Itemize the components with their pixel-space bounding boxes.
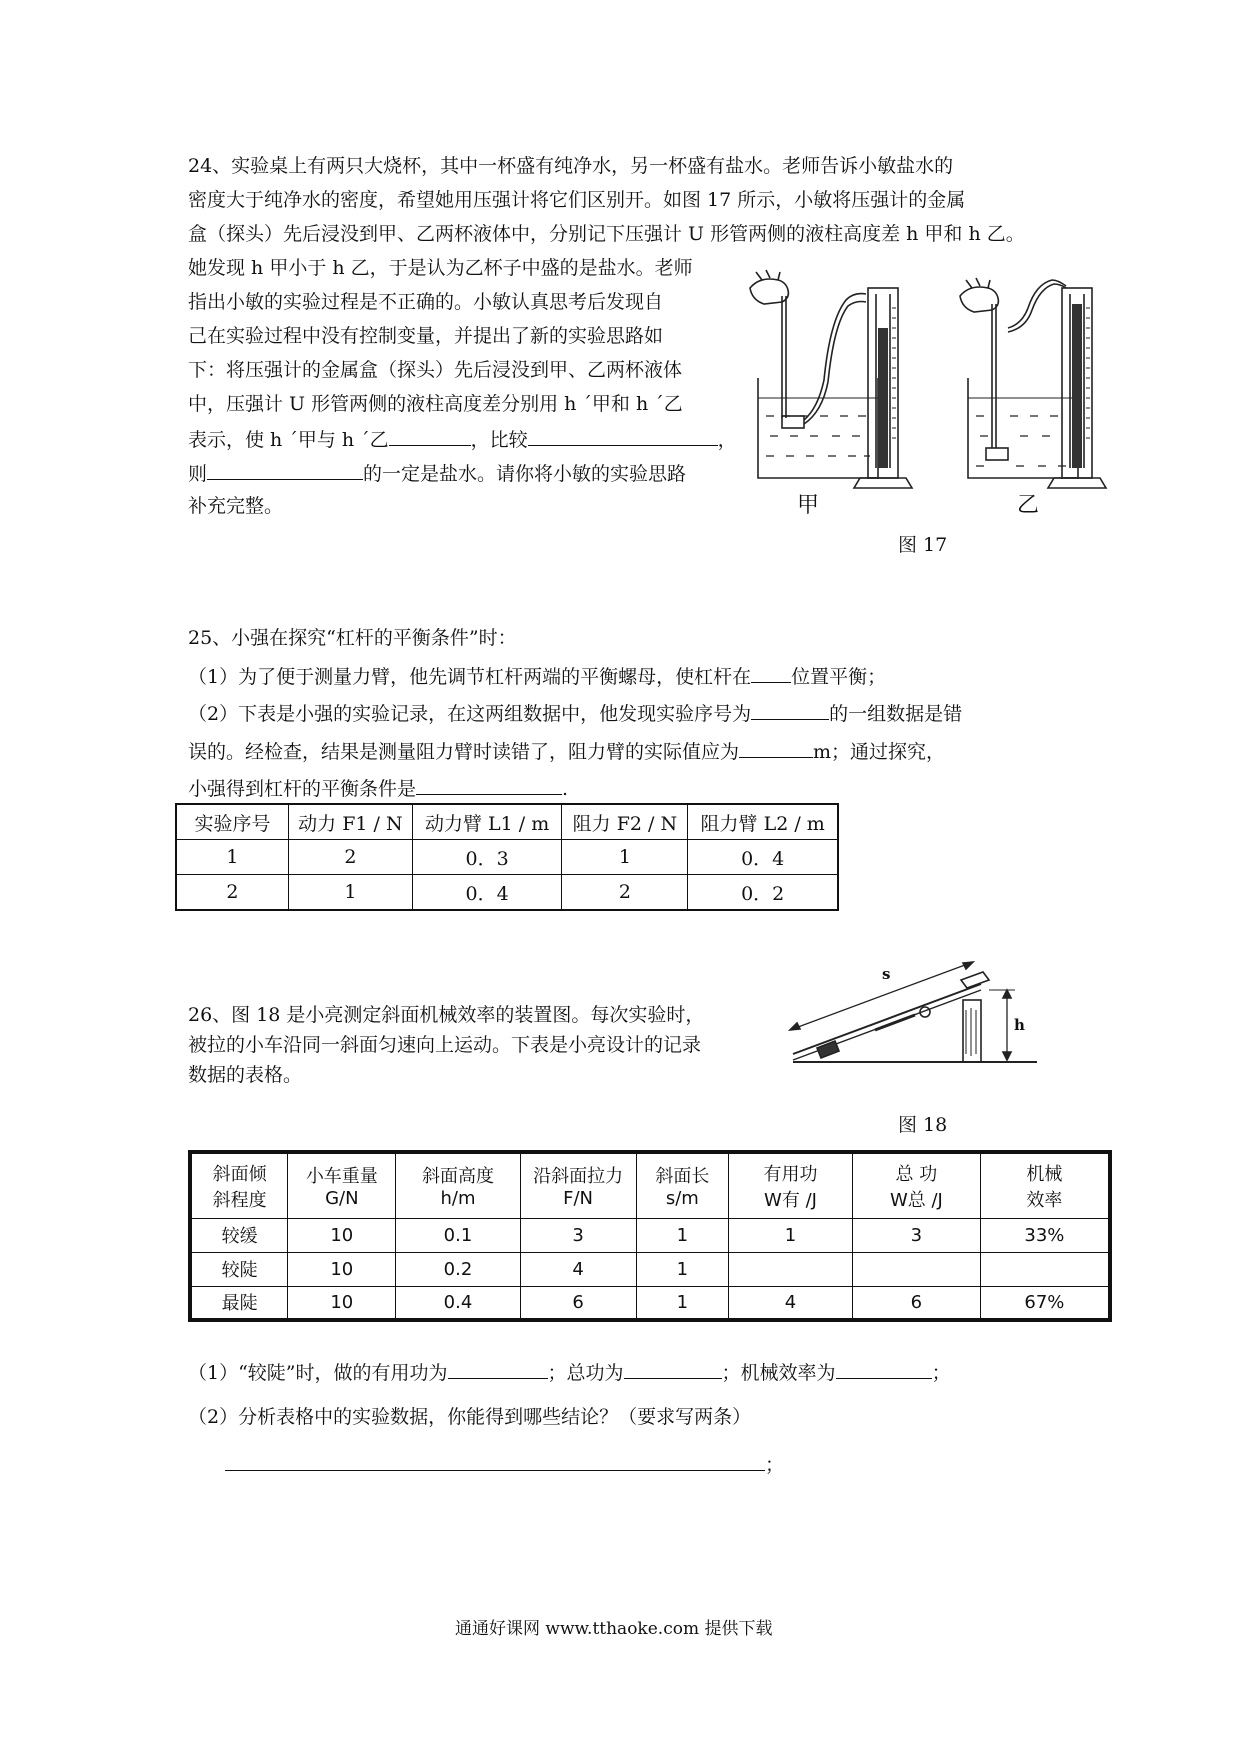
q24-line-9 (188, 427, 737, 451)
table-header-cell (852, 1152, 980, 1218)
figure-17-setup-yi (960, 278, 1106, 488)
lever-data-table (175, 803, 839, 911)
table-row (176, 840, 838, 875)
q25-blank-1[interactable] (751, 664, 791, 683)
q24-line-10 (188, 461, 686, 485)
figure-18-label-h: h (1014, 1016, 1025, 1034)
table-cell: 1 (562, 840, 688, 875)
figure-17-pressure-gauge (740, 268, 1140, 518)
q25-line-4-b: m；通过探究， (813, 741, 946, 763)
table-cell: 2 (562, 875, 688, 911)
header-line: 机械 (1026, 1163, 1063, 1185)
table-header-row (176, 804, 838, 840)
header-line: h/m (440, 1188, 476, 1210)
table-cell: 6 (520, 1286, 636, 1320)
q26-answer-end: ； (765, 1454, 785, 1476)
table-cell: 10 (288, 1218, 396, 1252)
header-line: 斜面高度 (421, 1166, 494, 1188)
table-header-cell (980, 1152, 1110, 1218)
q24-line-1: 24、实验桌上有两只大烧杯，其中一杯盛有纯净水，另一杯盛有盐水。老师告诉小敏盐水的 (188, 155, 954, 177)
header-line: W有 /J (764, 1189, 817, 1211)
q26-line-1: 26、图 18 是小亮测定斜面机械效率的装置图。每次实验时， (188, 1004, 705, 1026)
table-cell: 4 (729, 1286, 853, 1320)
table-header-cell (520, 1152, 636, 1218)
table-cell: 67% (980, 1286, 1110, 1320)
q24-line-11: 补充完整。 (188, 495, 284, 517)
table-header-cell (729, 1152, 853, 1218)
q26-sub-1-b: ；总功为 (547, 1362, 624, 1384)
header-line: 斜程度 (212, 1189, 267, 1211)
q24-blank-1[interactable] (389, 427, 471, 446)
table-cell: 0.4 (396, 1286, 520, 1320)
q25-line-5-b: . (562, 778, 569, 800)
q25-line-2-b: 位置平衡； (791, 666, 887, 688)
q26-blank-useful-work[interactable] (448, 1360, 548, 1379)
table-cell: 33% (980, 1218, 1110, 1252)
table-header-cell: 实验序号 (176, 804, 288, 840)
q24-line-10-a: 则 (188, 463, 208, 485)
q25-line-4 (188, 739, 945, 763)
table-cell: 较缓 (190, 1218, 288, 1252)
q25-line-5 (188, 776, 568, 800)
table-cell: 0．4 (688, 840, 838, 875)
header-line: 沿斜面拉力 (533, 1166, 624, 1188)
table-row (176, 875, 838, 911)
header-line: s/m (665, 1188, 699, 1210)
incline-data-table (188, 1150, 1112, 1322)
table-row (190, 1252, 1110, 1286)
table-header-cell: 动力臂 L1 / m (412, 804, 562, 840)
q24-blank-3[interactable] (207, 461, 363, 480)
table-header-cell: 阻力臂 L2 / m (688, 804, 838, 840)
header-line: 斜面倾 (212, 1163, 267, 1185)
page-footer: 通通好课网 www.tthaoke.com 提供下载 (455, 1619, 773, 1639)
table-cell: 0．4 (412, 875, 562, 911)
q25-blank-2[interactable] (751, 701, 829, 720)
table-cell: 6 (852, 1286, 980, 1320)
table-cell[interactable] (980, 1252, 1110, 1286)
figure-18-label-s: s (882, 965, 891, 983)
q25-line-3-a: （2）下表是小强的实验记录，在这两组数据中，他发现实验序号为 (188, 703, 752, 725)
q26-blank-efficiency[interactable] (836, 1360, 932, 1379)
q24-line-8: 中，压强计 U 形管两侧的液柱高度差分别用 h ´甲和 h ´乙 (188, 393, 683, 415)
table-cell: 1 (288, 875, 412, 911)
q25-line-3-b: 的一组数据是错 (829, 703, 963, 725)
q25-blank-3[interactable] (739, 739, 813, 758)
q24-line-7: 下：将压强计的金属盒（探头）先后浸没到甲、乙两杯液体 (188, 359, 683, 381)
q26-answer-line (225, 1452, 784, 1476)
header-line: 小车重量 (305, 1166, 378, 1188)
q24-line-6: 己在实验过程中没有控制变量，并提出了新的实验思路如 (188, 325, 664, 347)
figure-17-label-jia: 甲 (797, 493, 820, 518)
table-header-cell (288, 1152, 396, 1218)
table-header-row (190, 1152, 1110, 1218)
q26-blank-conclusion[interactable] (225, 1452, 765, 1471)
table-header-cell: 动力 F1 / N (288, 804, 412, 840)
q26-blank-total-work[interactable] (624, 1360, 722, 1379)
table-cell[interactable] (729, 1252, 853, 1286)
header-line: 总 功 (895, 1163, 938, 1185)
table-cell: 0．2 (688, 875, 838, 911)
q24-line-10-b: 的一定是盐水。请你将小敏的实验思路 (363, 463, 687, 485)
header-line: W总 /J (889, 1189, 943, 1211)
table-cell: 1 (636, 1252, 728, 1286)
table-cell: 2 (288, 840, 412, 875)
header-line: 效率 (1026, 1189, 1063, 1211)
figure-18-caption: 图 18 (898, 1114, 948, 1136)
table-cell: 3 (520, 1218, 636, 1252)
q25-line-1: 25、小强在探究“杠杆的平衡条件”时： (188, 627, 517, 649)
table-header-cell (636, 1152, 728, 1218)
table-cell: 最陡 (190, 1286, 288, 1320)
table-cell: 10 (288, 1252, 396, 1286)
q25-line-2 (188, 664, 886, 688)
q24-line-9-a: 表示，使 h ´甲与 h ´乙 (188, 429, 389, 451)
q25-line-2-a: （1）为了便于测量力臂，他先调节杠杆两端的平衡螺母，使杠杆在 (188, 666, 752, 688)
table-header-cell: 阻力 F2 / N (562, 804, 688, 840)
header-line: 有用功 (763, 1163, 818, 1185)
header-line: 斜面长 (655, 1166, 710, 1188)
table-cell: 较陡 (190, 1252, 288, 1286)
table-cell: 1 (176, 840, 288, 875)
table-cell: 0.1 (396, 1218, 520, 1252)
q25-line-5-a: 小强得到杠杆的平衡条件是 (188, 778, 417, 800)
table-header-cell (190, 1152, 288, 1218)
q25-line-4-a: 误的。经检查，结果是测量阻力臂时读错了，阻力臂的实际值应为 (188, 741, 740, 763)
table-cell: 3 (852, 1218, 980, 1252)
q26-line-3: 数据的表格。 (188, 1064, 303, 1086)
q26-line-2: 被拉的小车沿同一斜面匀速向上运动。下表是小亮设计的记录 (188, 1034, 702, 1056)
q24-line-4: 她发现 h 甲小于 h 乙，于是认为乙杯子中盛的是盐水。老师 (188, 257, 693, 279)
q26-sub-1-d: ； (931, 1362, 951, 1384)
q25-blank-4[interactable] (416, 776, 562, 795)
q25-line-3 (188, 701, 962, 725)
q26-sub-2: （2）分析表格中的实验数据，你能得到哪些结论？（要求写两条） (188, 1406, 752, 1428)
q24-line-3: 盒（探头）先后浸没到甲、乙两杯液体中，分别记下压强计 U 形管两侧的液柱高度差 h 甲和 h 乙。 (188, 223, 1025, 245)
table-cell: 1 (636, 1218, 728, 1252)
table-cell: 1 (636, 1286, 728, 1320)
table-cell: 1 (729, 1218, 853, 1252)
table-row (190, 1286, 1110, 1320)
table-cell: 0．3 (412, 840, 562, 875)
header-line: G/N (325, 1188, 359, 1210)
table-cell: 10 (288, 1286, 396, 1320)
figure-17-label-yi: 乙 (1017, 493, 1040, 518)
table-header-cell (396, 1152, 520, 1218)
table-cell[interactable] (852, 1252, 980, 1286)
q24-line-5: 指出小敏的实验过程是不正确的。小敏认真思考后发现自 (188, 291, 664, 313)
figure-18-incline (785, 960, 1045, 1070)
q24-line-9-b: ，比较 (470, 429, 528, 451)
q26-sub-1-a: （1）“较陡”时，做的有用功为 (188, 1362, 448, 1384)
q24-line-9-c: ， (717, 429, 737, 451)
figure-17-caption: 图 17 (898, 534, 948, 556)
q26-sub-1-c: ；机械效率为 (721, 1362, 836, 1384)
table-cell: 2 (176, 875, 288, 911)
table-row (190, 1218, 1110, 1252)
q26-sub-1 (188, 1360, 951, 1384)
q24-blank-2[interactable] (528, 427, 718, 446)
table-cell: 0.2 (396, 1252, 520, 1286)
header-line: F/N (563, 1188, 594, 1210)
table-cell: 4 (520, 1252, 636, 1286)
figure-17-setup-jia (750, 270, 912, 488)
q24-line-2: 密度大于纯净水的密度，希望她用压强计将它们区别开。如图 17 所示，小敏将压强计的金属 (188, 189, 966, 211)
